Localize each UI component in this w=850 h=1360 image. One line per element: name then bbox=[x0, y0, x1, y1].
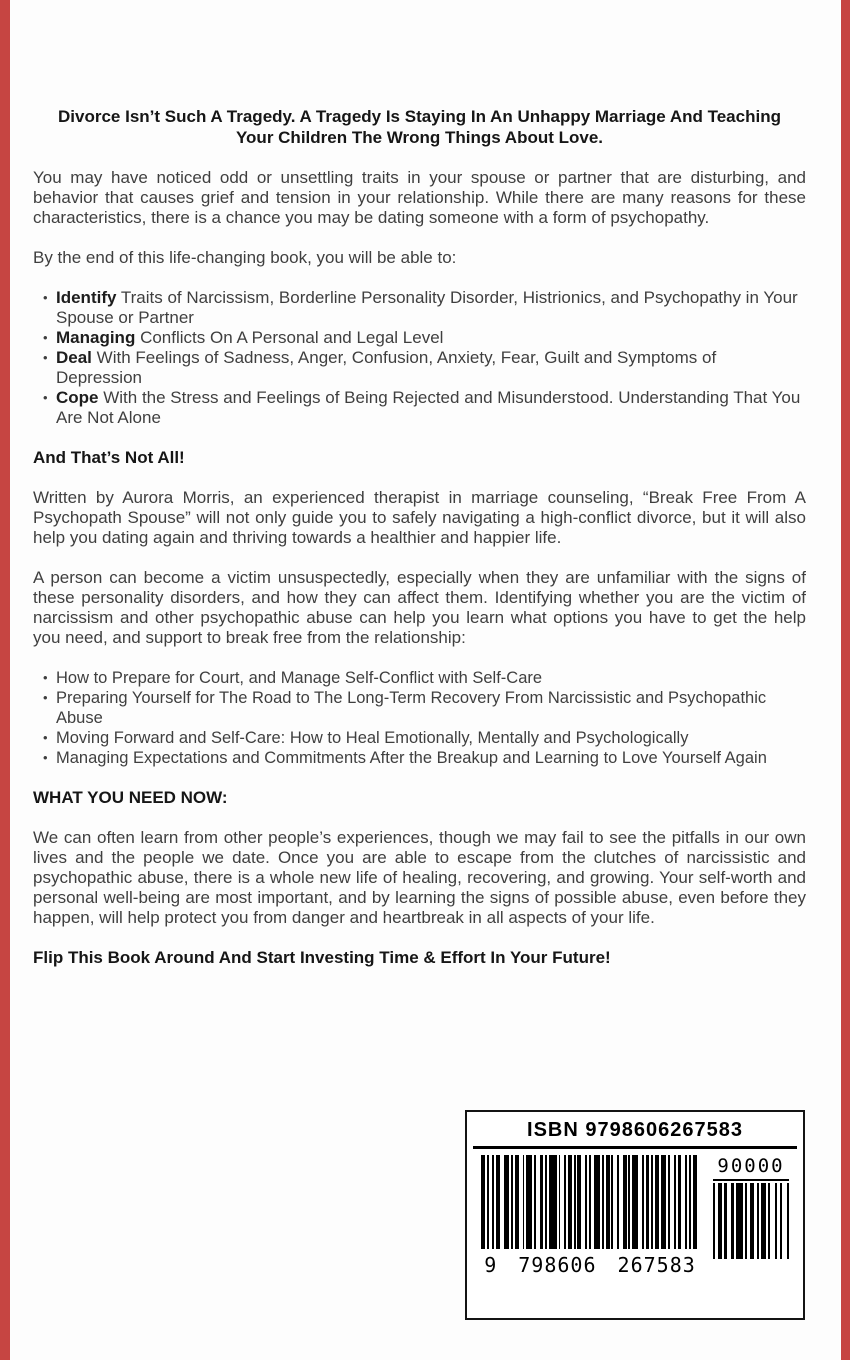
list-item: • Managing Conflicts On A Personal and Legal Level bbox=[43, 328, 806, 348]
barcode-bar bbox=[787, 1183, 789, 1259]
support-list bbox=[33, 668, 806, 768]
barcode-digits: 9 798606 267583 bbox=[484, 1253, 696, 1277]
list-item: • Managing Expectations and Commitments After the Breakup and Learning to Love Yourself Again bbox=[43, 748, 806, 768]
barcode-gap bbox=[697, 1155, 699, 1249]
barcode-bar bbox=[549, 1155, 557, 1249]
isbn-rule bbox=[473, 1146, 797, 1149]
back-cover-text bbox=[33, 106, 806, 968]
list-item: • Identify Traits of Narcissism, Borderline Personality Disorder, Histrionics, and Psychopathy in Your Spouse or Partner bbox=[43, 288, 806, 328]
author-paragraph: Written by Aurora Morris, an experienced therapist in marriage counseling, “Break Free From A Psychopath Spouse” will not only guide you to safely navigating a high-conflict divorce, but it will also help you dating again and thriving towards a healthier and happier life. bbox=[33, 488, 806, 547]
cover-edge-right bbox=[841, 0, 850, 1360]
lead-in: By the end of this life-changing book, you will be able to: bbox=[33, 248, 457, 267]
intro-paragraph: You may have noticed odd or unsettling traits in your spouse or partner that are disturbing, and behavior that causes grief and tension in your relationship. While there are many reasons for these characteristics, there is a chance you may be dating someone with a form of psychopathy. bbox=[33, 168, 806, 227]
isbn-label: ISBN 9798606267583 bbox=[527, 1119, 743, 1141]
flip-line: Flip This Book Around And Start Investing Time & Effort In Your Future! bbox=[33, 948, 611, 967]
heading-not-all: And That’s Not All! bbox=[33, 448, 185, 467]
list-item: • Cope With the Stress and Feelings of Being Rejected and Misunderstood. Understanding That You Are Not Alone bbox=[43, 388, 806, 428]
barcode-supplement bbox=[713, 1155, 789, 1259]
list-item: • Deal With Feelings of Sadness, Anger, Confusion, Anxiety, Fear, Guilt and Symptoms of Depression bbox=[43, 348, 806, 388]
victim-paragraph: A person can become a victim unsuspectedly, especially when they are unfamiliar with the signs of these personality disorders, and how they can affect them. Identifying whether you are the victim of narcissism and other psychopathic abuse can help you learn what options you have to get the help you need, and support to break free from the relationship: bbox=[33, 568, 806, 647]
supplement-bars bbox=[713, 1183, 789, 1259]
headline: Divorce Isn’t Such A Tragedy. A Tragedy Is Staying In An Unhappy Marriage And Teaching Your Children The Wrong Things About Love. bbox=[58, 107, 781, 147]
heading-need-now: WHAT YOU NEED NOW: bbox=[33, 788, 228, 807]
barcode-block bbox=[465, 1110, 805, 1320]
cover-edge-left bbox=[0, 0, 10, 1360]
barcode-main bbox=[481, 1155, 699, 1277]
closing-paragraph: We can often learn from other people’s experiences, though we may fail to see the pitfalls in our own lives and the people we date. Once you are able to escape from the clutches of narcissistic and psychopathic abuse, there is a whole new life of healing, recovering, and growing. Your self-worth and personal well-being are most important, and by learning the signs of possible abuse, even before they happen, will help protect you from danger and heartbreak in all aspects of your life. bbox=[33, 828, 806, 927]
list-item: • Moving Forward and Self-Care: How to Heal Emotionally, Mentally and Psychologically bbox=[43, 728, 806, 748]
barcode-bar bbox=[736, 1183, 743, 1259]
benefits-list bbox=[33, 288, 806, 428]
list-item: • Preparing Yourself for The Road to The Long-Term Recovery From Narcissistic and Psychopathic Abuse bbox=[43, 688, 806, 728]
barcode-bars bbox=[481, 1155, 699, 1249]
supplement-number: 90000 bbox=[713, 1155, 789, 1181]
list-item: • How to Prepare for Court, and Manage Self-Conflict with Self-Care bbox=[43, 668, 806, 688]
